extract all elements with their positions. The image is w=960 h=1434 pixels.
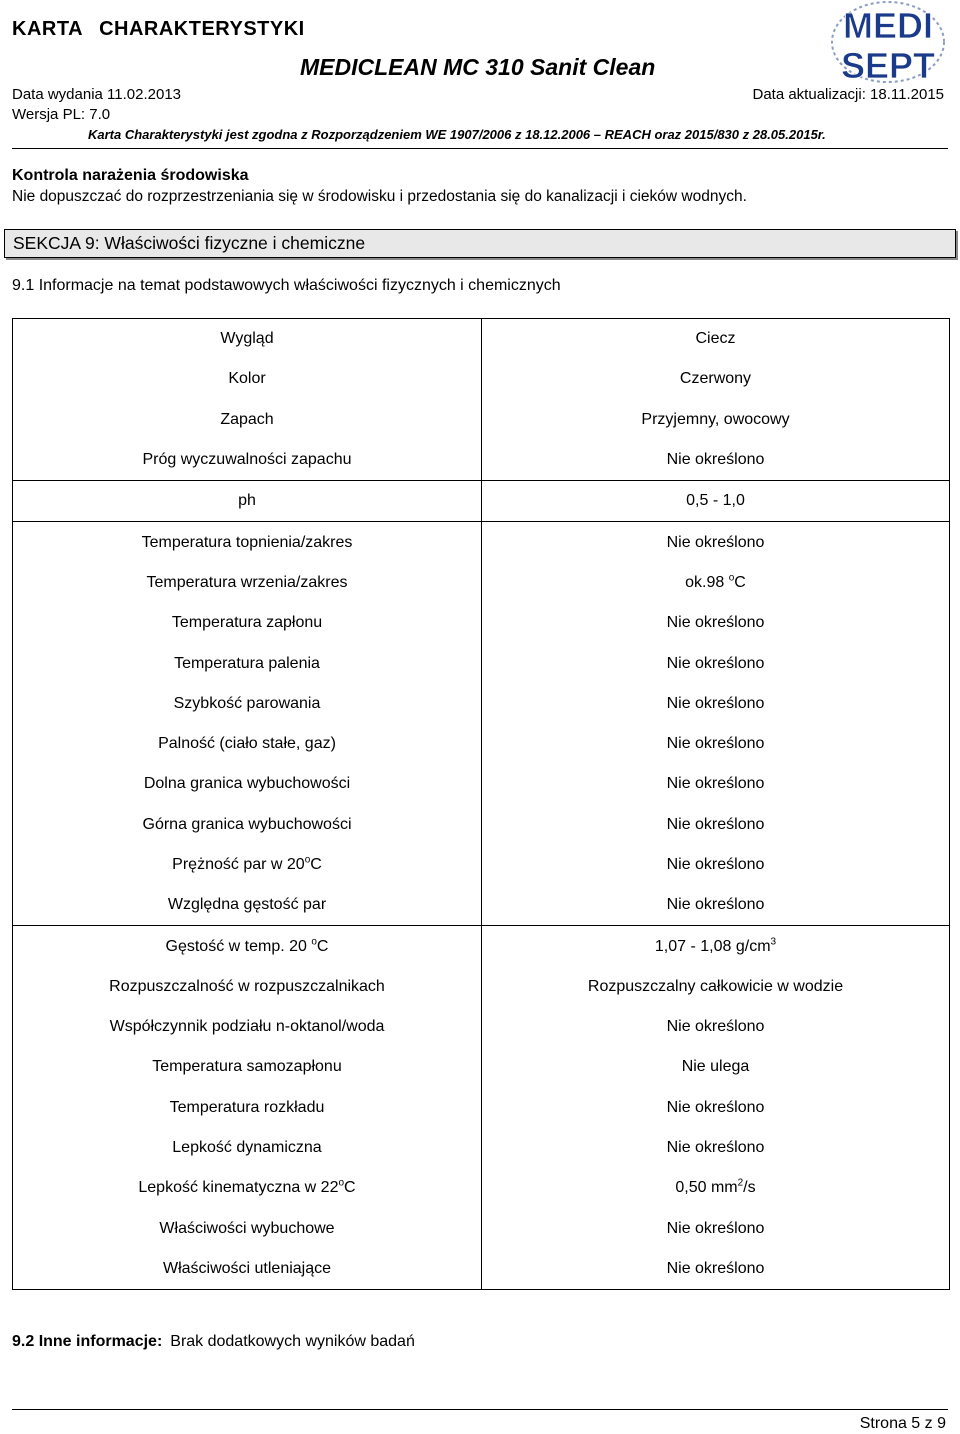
property-label: Kolor: [13, 359, 482, 399]
version: Wersja PL: 7.0: [12, 106, 111, 123]
other-info-label: 9.2 Inne informacje:: [12, 1333, 163, 1350]
property-value: Nie określono: [482, 684, 950, 724]
medisept-logo: [826, 0, 948, 84]
property-label: Temperatura zapłonu: [13, 603, 482, 643]
subsection-9-1-title: 9.1 Informacje na temat podstawowych właściwości fizycznych i chemicznych: [12, 277, 561, 294]
property-row: [13, 1168, 950, 1208]
property-value: Przyjemny, owocowy: [482, 400, 950, 440]
property-value-pre: 1,07 - 1,08 g/cm: [654, 937, 771, 955]
environment-title: Kontrola narażenia środowiska: [12, 167, 249, 184]
property-label: [13, 845, 482, 885]
property-row: [13, 724, 950, 764]
property-label: Dolna granica wybuchowości: [13, 764, 482, 804]
property-value-sup: 3: [770, 936, 777, 948]
doc-type-word-2: CHARAKTERYSTYKI: [99, 18, 305, 40]
property-row: [13, 967, 950, 1007]
property-label-pre: Prężność par w 20: [172, 856, 305, 873]
property-row: [13, 522, 950, 563]
property-row: [13, 440, 950, 481]
page-number: Strona 5 z 9: [859, 1415, 946, 1432]
property-value-sup: 2: [737, 1178, 744, 1190]
property-value-pre: 0,50 mm: [675, 1179, 738, 1197]
property-row: [13, 1209, 950, 1249]
environment-text: Nie dopuszczać do rozprzestrzeniania się w środowisku i przedostania się do kanalizacji i cieków wodnych.: [12, 188, 747, 205]
property-label: Szybkość parowania: [13, 684, 482, 724]
property-row: [13, 481, 950, 522]
property-label-post: C: [310, 856, 322, 873]
property-value: Nie określono: [482, 603, 950, 643]
property-row: [13, 400, 950, 440]
product-name: MEDICLEAN MC 310 Sanit Clean: [300, 54, 656, 80]
property-row: [13, 1047, 950, 1087]
properties-table: [12, 318, 950, 1290]
property-label: Górna granica wybuchowości: [13, 805, 482, 845]
property-row: [13, 1007, 950, 1047]
section-9-header: [4, 229, 956, 258]
property-label: Względna gęstość par: [13, 885, 482, 926]
property-row: [13, 885, 950, 926]
property-label-sup: o: [311, 936, 317, 948]
property-value: Nie określono: [482, 845, 950, 885]
regulation-note: Karta Charakterystyki jest zgodna z Rozporządzeniem WE 1907/2006 z 18.12.2006 – REACH oraz 2015/830 z 28.05.2015r.: [88, 127, 826, 142]
property-label: Temperatura topnienia/zakres: [13, 522, 482, 563]
property-value: Nie określono: [482, 1209, 950, 1249]
property-value: Nie określono: [482, 805, 950, 845]
property-label-sup: o: [304, 854, 311, 866]
property-label: [13, 926, 482, 967]
property-label-pre: Lepkość kinematyczna w 22: [138, 1179, 339, 1197]
property-label: Temperatura samozapłonu: [13, 1047, 482, 1087]
other-info: [12, 1333, 415, 1351]
property-label-post: C: [316, 937, 329, 955]
property-value: Nie określono: [482, 522, 950, 563]
property-row: [13, 563, 950, 603]
property-value: Nie określono: [482, 643, 950, 683]
property-value: Rozpuszczalny całkowicie w wodzie: [482, 967, 950, 1007]
property-label: ph: [13, 481, 482, 522]
property-value: Ciecz: [482, 319, 950, 360]
property-label: Współczynnik podziału n-oktanol/woda: [13, 1007, 482, 1047]
doc-type-word-1: KARTA: [12, 18, 84, 40]
property-value: Nie określono: [482, 1128, 950, 1168]
section-9-title: SEKCJA 9: Właściwości fizyczne i chemiczne: [13, 233, 366, 253]
property-label-pre: Gęstość w temp. 20: [165, 937, 312, 955]
property-value: Nie określono: [482, 885, 950, 926]
property-row: [13, 764, 950, 804]
property-label: Właściwości wybuchowe: [13, 1209, 482, 1249]
property-value: Nie określono: [482, 440, 950, 481]
logo-line-2: SEPT: [840, 45, 936, 84]
property-value-post: /s: [743, 1179, 756, 1197]
property-label: Palność (ciało stałe, gaz): [13, 724, 482, 764]
property-value: Nie określono: [482, 1007, 950, 1047]
property-label: Właściwości utleniające: [13, 1249, 482, 1290]
header-divider: [12, 148, 948, 149]
property-row: [13, 684, 950, 724]
logo-line-1: MEDI: [843, 5, 933, 46]
property-value: Nie określono: [482, 724, 950, 764]
property-row: [13, 926, 950, 967]
property-label: Próg wyczuwalności zapachu: [13, 440, 482, 481]
property-value-sup: o: [728, 572, 735, 584]
property-row: [13, 805, 950, 845]
property-value: Nie określono: [482, 1249, 950, 1290]
property-label: Temperatura rozkładu: [13, 1088, 482, 1128]
property-label: Wygląd: [13, 319, 482, 360]
property-label-sup: o: [338, 1178, 345, 1190]
property-row: [13, 643, 950, 683]
property-value: Nie określono: [482, 764, 950, 804]
property-label: Zapach: [13, 400, 482, 440]
property-value: [482, 1168, 950, 1208]
property-row: [13, 845, 950, 885]
property-value-pre: ok.98: [685, 573, 729, 591]
property-label: Temperatura palenia: [13, 643, 482, 683]
property-row: [13, 1249, 950, 1290]
property-label: [13, 1168, 482, 1208]
property-row: [13, 319, 950, 360]
property-value: Nie ulega: [482, 1047, 950, 1087]
footer-divider: [12, 1409, 948, 1410]
property-row: [13, 359, 950, 399]
property-row: [13, 1088, 950, 1128]
property-row: [13, 1128, 950, 1168]
property-value: Nie określono: [482, 1088, 950, 1128]
document-type-title: [12, 18, 315, 41]
update-date: Data aktualizacji: 18.11.2015: [752, 86, 944, 103]
issue-date: Data wydania 11.02.2013: [12, 86, 182, 103]
property-label: Temperatura wrzenia/zakres: [13, 563, 482, 603]
property-label-post: C: [344, 1179, 356, 1197]
property-label: Rozpuszczalność w rozpuszczalnikach: [13, 967, 482, 1007]
property-row: [13, 603, 950, 643]
property-value: [482, 926, 950, 967]
property-label: Lepkość dynamiczna: [13, 1128, 482, 1168]
other-info-value: Brak dodatkowych wyników badań: [170, 1333, 415, 1350]
property-value: Czerwony: [482, 359, 950, 399]
property-value: [482, 563, 950, 603]
property-value: 0,5 - 1,0: [482, 481, 950, 522]
property-value-post: C: [734, 573, 746, 591]
